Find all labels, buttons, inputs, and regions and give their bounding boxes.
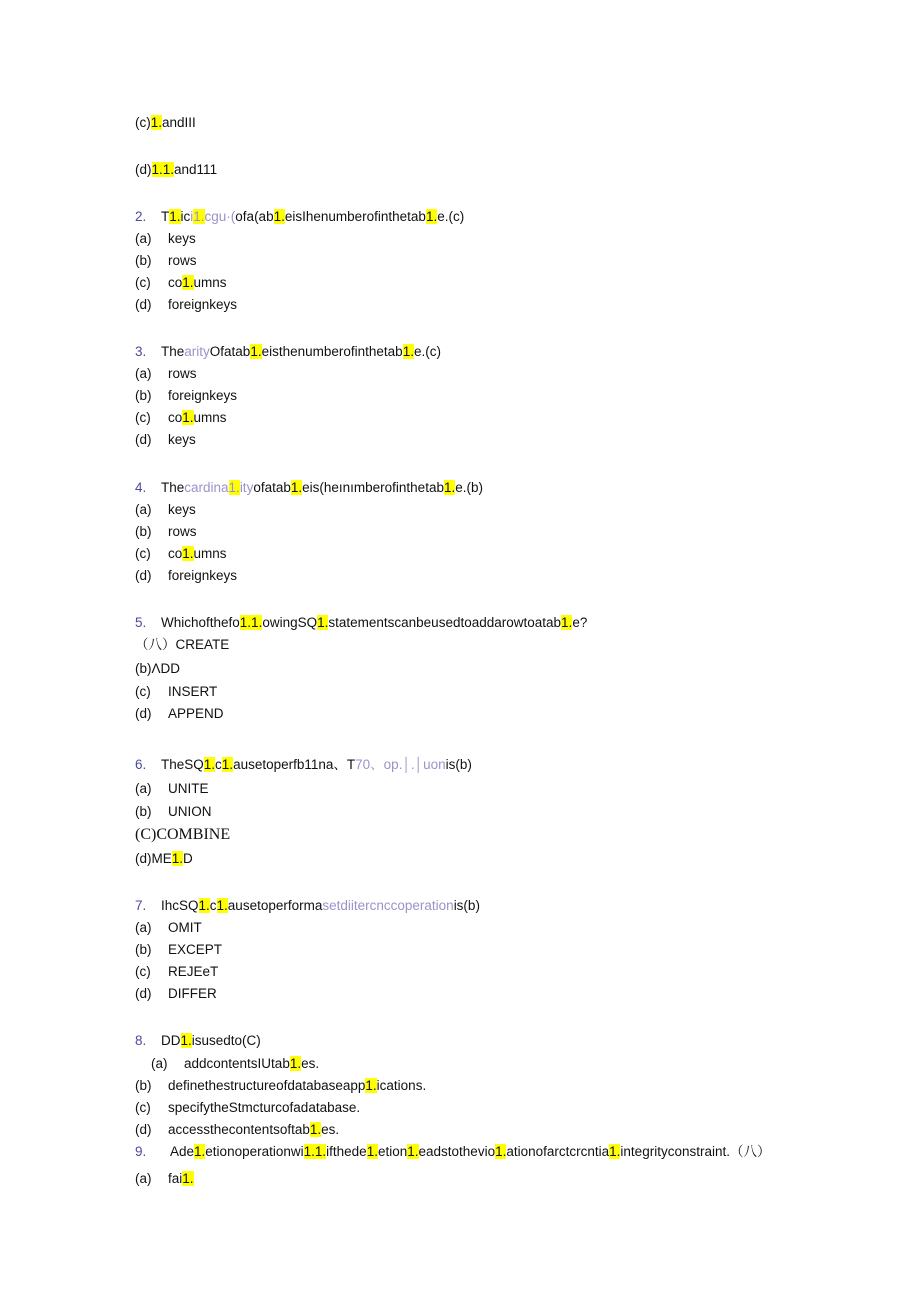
q5-option-c: (c) INSERT	[135, 684, 218, 699]
q9-option-a: (a) fai1.	[135, 1171, 194, 1186]
question-5: 5. Whichofthefo1.1.owingSQ1.statementscanbeusedtoaddarowtoatab1.e?	[135, 615, 588, 630]
q3-option-c: (c) co1.umns	[135, 410, 227, 425]
option-d-fragment: (d)1.1.and111	[135, 162, 218, 177]
q3-option-a: (a) rows	[135, 366, 197, 381]
question-4: 4. Thecardina1.ityofatab1.eis(heınımberofinthetab1.e.(b)	[135, 480, 483, 495]
q4-option-d: (d) foreignkeys	[135, 568, 238, 583]
option-c-fragment: (c)1.andIII	[135, 115, 196, 130]
q3-option-d: (d) keys	[135, 432, 196, 447]
q5-option-b: (b)ΛDD	[135, 661, 181, 676]
q7-option-c: (c) REJEeT	[135, 964, 219, 979]
q3-option-b: (b) foreignkeys	[135, 388, 238, 403]
q2-option-b: (b) rows	[135, 253, 197, 268]
q8-option-a: (a) addcontentsIUtab1.es.	[151, 1056, 320, 1071]
q2-option-c: (c) co1.umns	[135, 275, 227, 290]
q6-option-c: (C)COMBINE	[135, 826, 231, 843]
question-7: 7. IhcSQ1.c1.ausetoperformasetdiitercnccoperationis(b)	[135, 898, 480, 913]
question-6: 6. TheSQ1.c1.ausetoperfb11na、T70、op.│.│uonis(b)	[135, 757, 472, 772]
q6-option-b: (b) UNION	[135, 804, 212, 819]
q5-option-a: （八）CREATE	[135, 637, 230, 652]
q6-option-d: (d)ME1.D	[135, 851, 193, 866]
q4-option-b: (b) rows	[135, 524, 197, 539]
question-2: 2. T1.ici1.cgu·(ofa(ab1.eisIhenumberofinthetab1.e.(c)	[135, 209, 465, 224]
q7-option-d: (d) DIFFER	[135, 986, 217, 1001]
question-3: 3. ThearityOfatab1.eisthenumberofinthetab1.e.(c)	[135, 344, 441, 359]
q6-option-a: (a) UNITE	[135, 781, 209, 796]
question-8: 8. DD1.isusedto(C)	[135, 1033, 261, 1048]
q2-option-d: (d) foreignkeys	[135, 297, 238, 312]
q5-option-d: (d) APPEND	[135, 706, 224, 721]
q2-option-a: (a) keys	[135, 231, 196, 246]
question-9: 9. Ade1.etionoperationwi1.1.ifthede1.etion1.eadstothevio1.ationofarctcrcntia1.integrityconstraint.（八）	[135, 1144, 771, 1159]
q4-option-c: (c) co1.umns	[135, 546, 227, 561]
q8-option-c: (c) specifytheStmcturcofadatabase.	[135, 1100, 361, 1115]
q4-option-a: (a) keys	[135, 502, 196, 517]
q7-option-a: (a) OMIT	[135, 920, 202, 935]
q7-option-b: (b) EXCEPT	[135, 942, 223, 957]
q8-option-d: (d) accessthecontentsoftab1.es.	[135, 1122, 340, 1137]
q8-option-b: (b) definethestructureofdatabaseapp1.ications.	[135, 1078, 427, 1093]
